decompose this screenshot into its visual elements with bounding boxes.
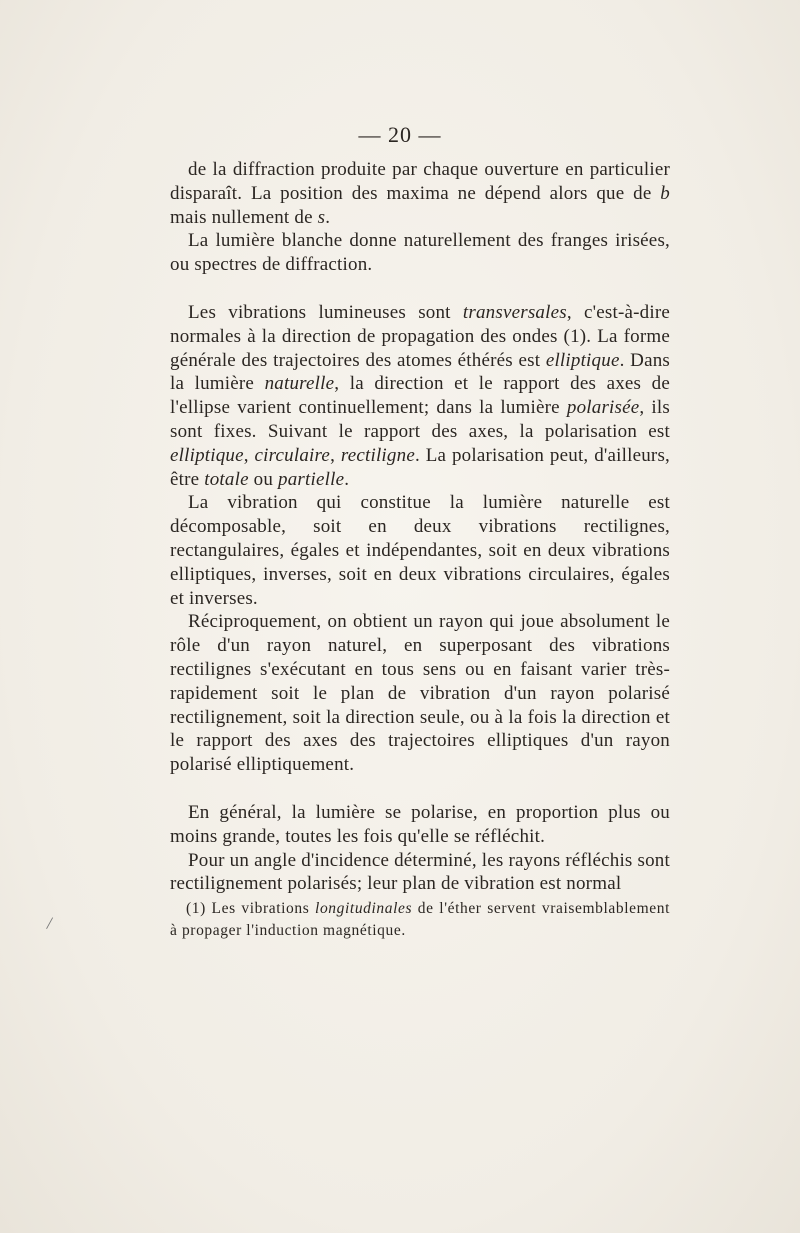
- paragraph-5: Réciproquement, on obtient un rayon qui joue absolument le rôle d'un rayon naturel, en superposant des vibrations rectilignes s'exécutant en tous sens ou en faisant varier très-rapidement soit le plan de vibration d'un rayon polarisé rectilignement, soit la direction seule, ou à la fois la direction et le rapport des axes des trajectoires elliptiques d'un rayon polarisé elliptiquement.: [170, 611, 670, 776]
- margin-stray-mark: /: [45, 912, 54, 934]
- main-text: [170, 158, 670, 896]
- paragraph-3: Les vibrations lumineuses sont transversales, c'est-à-dire normales à la direction de propagation des ondes (1). La forme générale des trajectoires des atomes éthérés est elliptique. Dans la lumière naturelle, la direction et le rapport des axes de l'ellipse varient continuellement; dans la lumière polarisée, ils sont fixes. Suivant le rapport des axes, la polarisation est elliptique, circulaire, rectiligne. La polarisation peut, d'ailleurs, être totale ou partielle.: [170, 301, 670, 490]
- page-number: — 20 —: [358, 122, 442, 147]
- paragraph-2: La lumière blanche donne naturellement des franges irisées, ou spectres de diffraction.: [170, 230, 670, 276]
- footnote: (1) Les vibrations longitudinales de l'éther servent vraisemblablement à propager l'induction magnétique.: [170, 900, 670, 939]
- paragraph-7: Pour un angle d'incidence déterminé, les rayons réfléchis sont rectilignement polarisés; leur plan de vibration est normal: [170, 849, 670, 895]
- paragraph-6: En général, la lumière se polarise, en proportion plus ou moins grande, toutes les fois qu'elle se réfléchit.: [170, 801, 670, 847]
- paragraph-4: La vibration qui constitue la lumière naturelle est décomposable, soit en deux vibrations rectilignes, rectangulaires, égales et indépendantes, soit en deux vibrations elliptiques, inverses, soit en deux vibrations circulaires, égales et inverses.: [170, 492, 670, 609]
- paragraph-1: de la diffraction produite par chaque ouverture en particulier disparaît. La position des maxima ne dépend alors que de b mais nullement de s.: [170, 159, 670, 228]
